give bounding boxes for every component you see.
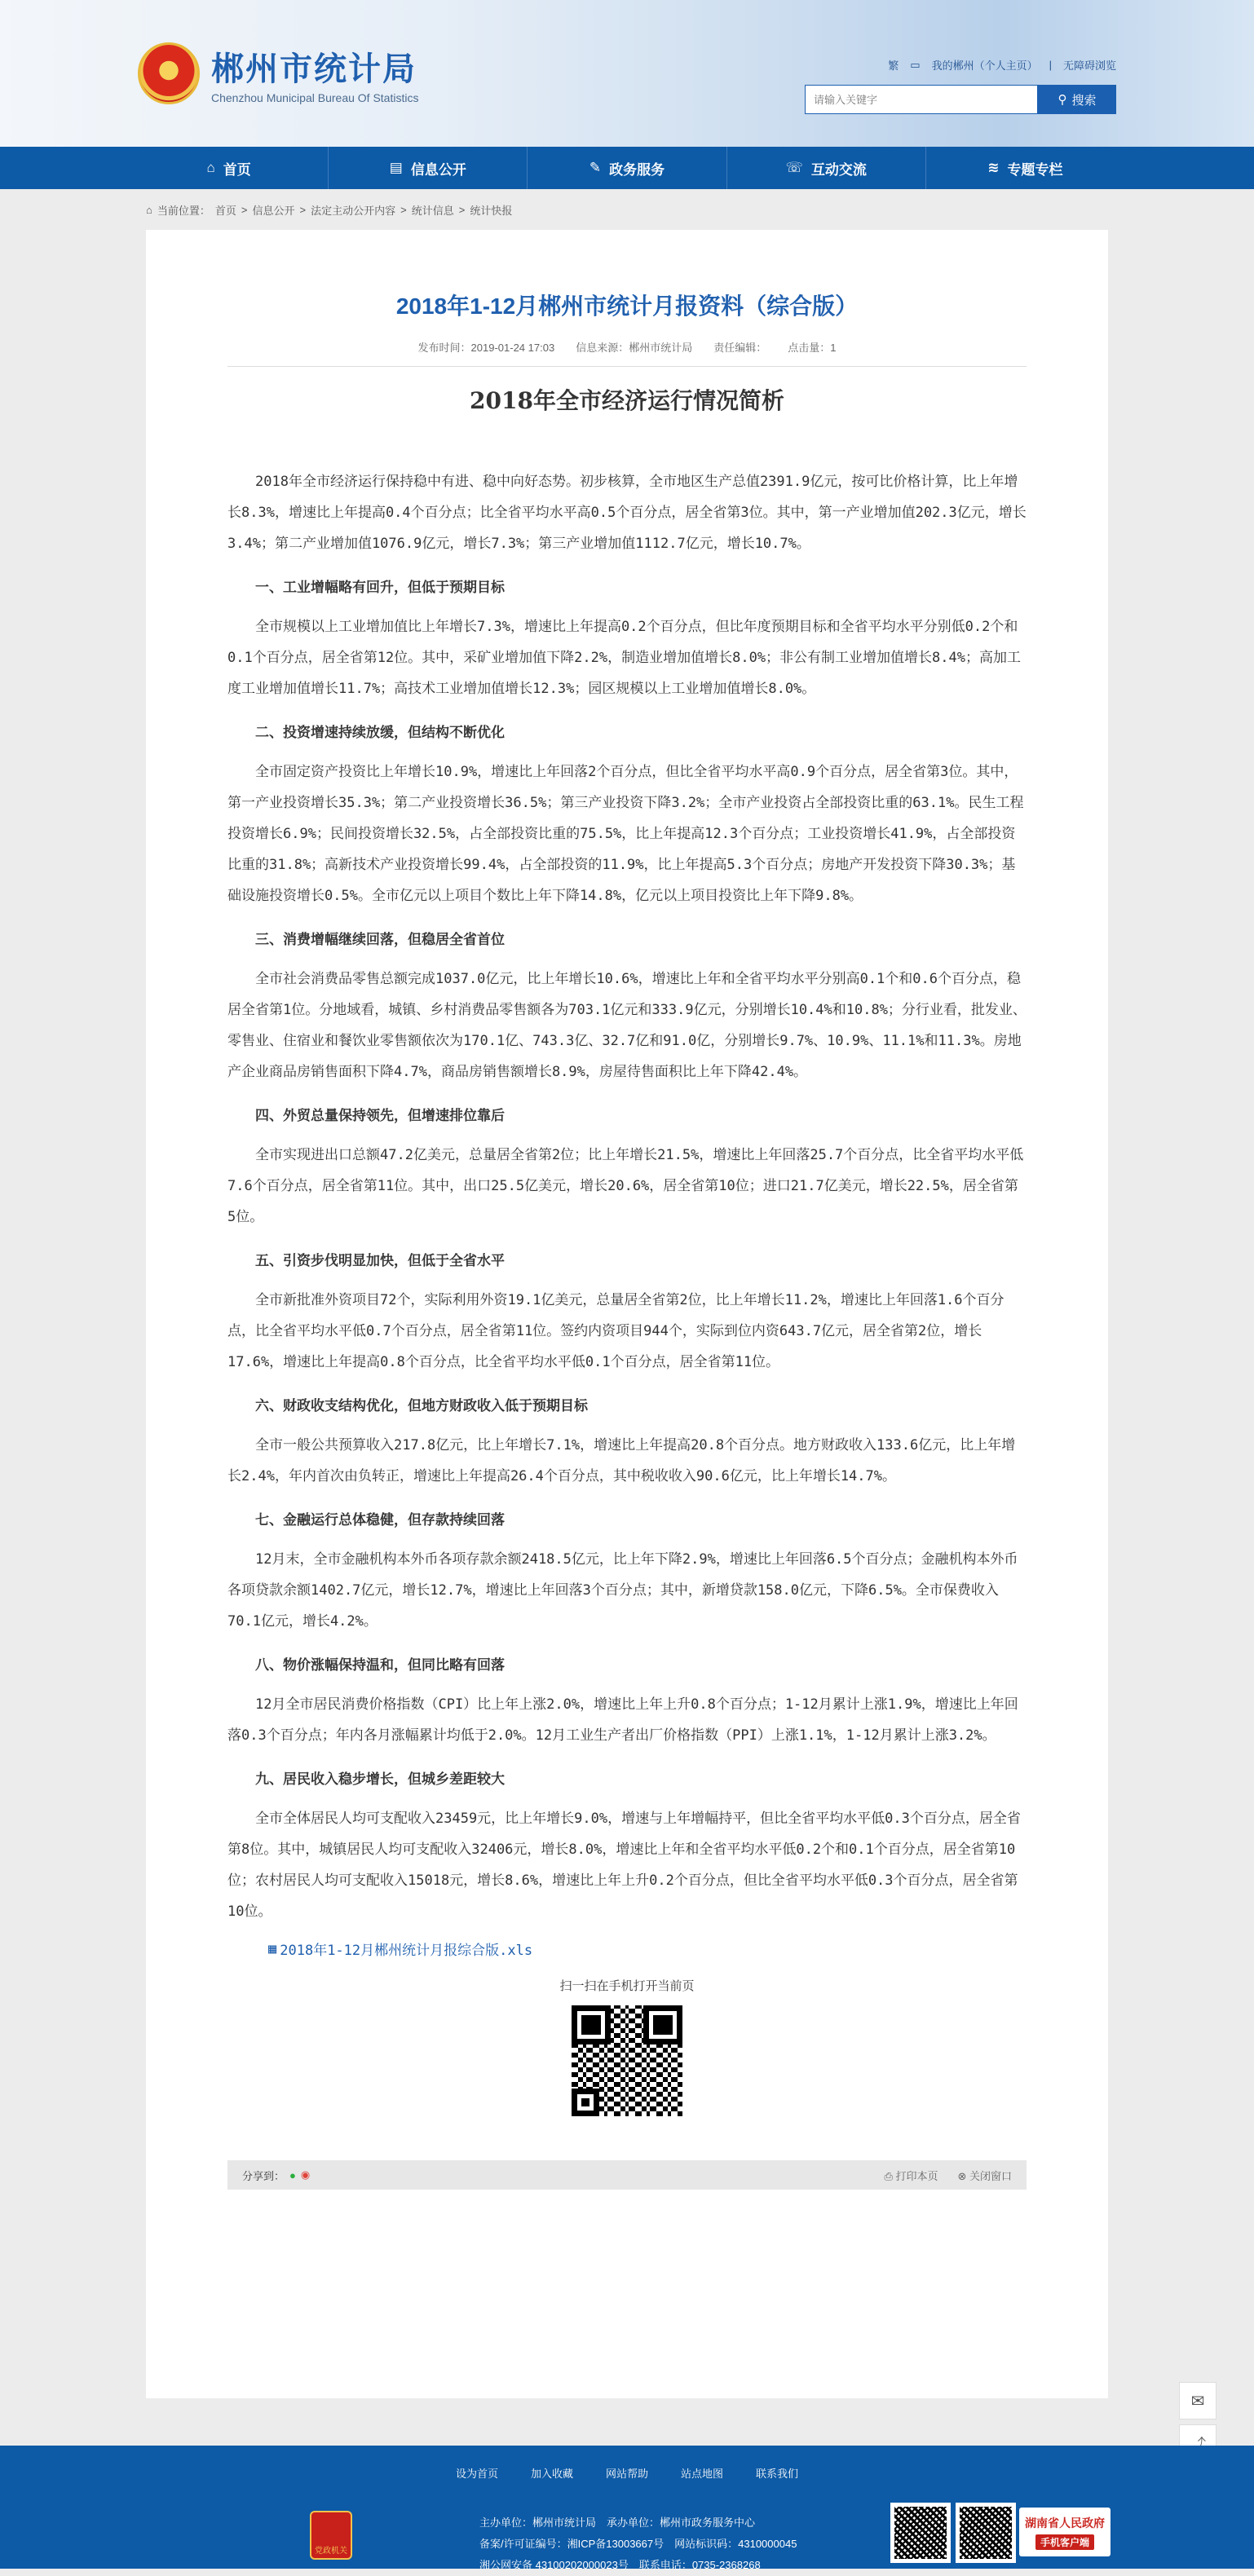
nav-item-home[interactable] (130, 147, 329, 189)
article-meta (227, 339, 1027, 367)
site-logo[interactable] (138, 42, 418, 104)
article-body (227, 466, 1027, 1927)
home-icon: ⌂ (146, 203, 152, 216)
scan-text: 扫一扫在手机打开当前页 (559, 1979, 695, 1993)
wechat-icon: ✉ (1190, 2392, 1205, 2411)
search-icon: ⚲ (1058, 93, 1067, 107)
badge-label: 党政机关 (315, 2547, 347, 2556)
footer-police-line: 湘公网安备 43100202000023号 联系电话：0735-2368268 (479, 2559, 761, 2571)
monitor-icon: ▭ (910, 58, 921, 71)
editor: 责任编辑： (713, 342, 767, 354)
section-heading: 六、财政收支结构优化，但地方财政收入低于预期目标 (255, 1398, 588, 1414)
attachment-name: 2018年1-12月郴州统计月报综合版.xls (280, 1943, 533, 1959)
section-paragraph: 12月全市居民消费价格指数（CPI）比上年上涨2.0%，增速比上年上升0.8个百分点；1-12月累计上涨1.9%，增速比上年回落0.3个百分点；年内各月涨幅累计均低于2.0%。12月工业生产者出厂价格指数（PPI）上涨1.1%，1-12月累计上涨3.2%。 (227, 1696, 1018, 1744)
wechat-float-button[interactable] (1179, 2382, 1216, 2419)
nav-label: 政务服务 (609, 161, 665, 178)
spreadsheet-file-icon: ▦ (268, 1940, 277, 1957)
footer-link-sitemap[interactable]: 站点地图 (681, 2468, 724, 2480)
prov-badge-title: 湖南省人民政府 (1025, 2516, 1105, 2530)
attachment-link[interactable] (227, 1939, 1027, 1959)
section-paragraph: 12月末，全市金融机构本外币各项存款余额2418.5亿元，比上年下降2.9%，增速比上年回落6.5个百分点；金融机构本外币各项贷款余额1402.7亿元，增长12.7%，增速比上年回落3个百分点；其中，新增贷款158.0亿元，下降6.5%。全市保费收入70.1亿元，增长4.2%。 (227, 1551, 1018, 1630)
section-heading: 八、物价涨幅保持温和，但同比略有回落 (255, 1657, 505, 1674)
qr-code-image (572, 2005, 682, 2116)
section-paragraph: 全市一般公共预算收入217.8亿元，比上年增长7.1%，增速比上年提高20.8个百分点。地方财政收入133.6亿元，比上年增长2.4%，年内首次由负转正，增速比上年提高26.4个百分点，其中税收收入90.6亿元，比上年增长14.7%。 (227, 1437, 1016, 1484)
nav-item-info[interactable] (329, 147, 528, 189)
breadcrumb-prefix: 当前位置： (157, 204, 210, 217)
section-paragraph: 全市全体居民人均可支配收入23459元，比上年增长9.0%，增速与上年增幅持平，但比全省平均水平低0.3个百分点，居全省第8位。其中，城镇居民人均可支配收入32406元，增长8.0%，增速比上年和全省平均水平低0.2个和0.1个百分点，居全省第10位；农村居民人均可支配收入15018元，增长8.6%，增速比上年上升0.2个百分点，但比全省平均水平低0.3个百分点，居全省第10位。 (227, 1811, 1021, 1920)
intro-paragraph: 2018年全市经济运行保持稳中有进、稳中向好态势。初步核算，全市地区生产总值2391.9亿元，按可比价格计算，比上年增长8.3%，增速比上年提高0.4个百分点；比全省平均水平高0.5个百分点，居全省第3位。其中，第一产业增加值202.3亿元，增长3.4%；第二产业增加值1076.9亿元，增长7.3%；第三产业增加值1112.7亿元，增长10.7%。 (227, 474, 1027, 552)
site-footer (0, 2446, 1254, 2569)
info-source: 信息来源：郴州市统计局 (576, 342, 693, 354)
nav-item-services[interactable] (528, 147, 726, 189)
prov-badge-subtitle: 手机客户端 (1035, 2534, 1094, 2550)
search-button-label: 搜索 (1071, 93, 1097, 108)
site-header (0, 0, 1254, 147)
footer-link-homepage[interactable]: 设为首页 (455, 2468, 498, 2480)
search-button[interactable] (1038, 85, 1116, 114)
my-chenzhou-link[interactable]: 我的郴州（个人主页） (931, 60, 1038, 72)
footer-link-contact[interactable]: 联系我们 (756, 2468, 799, 2480)
nav-label: 信息公开 (410, 161, 466, 178)
footer-link-favorite[interactable]: 加入收藏 (530, 2468, 573, 2480)
section-paragraph: 全市规模以上工业增加值比上年增长7.3%，增速比上年提高0.2个百分点，但比年度预期目标和全省平均水平分别低0.2个和0.1个百分点，居全省第12位。其中，采矿业增加值下降2.2%，制造业增加值增长8.0%；非公有制工业增加值增长8.4%；高加工度工业增加值增长11.7%；高技术工业增加值增长12.3%；园区规模以上工业增加值增长8.0%。 (227, 619, 1021, 697)
close-window-button[interactable] (957, 2168, 1012, 2183)
print-button[interactable] (884, 2168, 938, 2183)
footer-icp-line: 备案/许可证编号：湘ICP备13003667号 网站标识码：4310000045 (479, 2538, 797, 2550)
search-input[interactable] (805, 85, 1038, 114)
traditional-chinese-link[interactable]: 繁 (888, 60, 899, 72)
accessibility-link[interactable]: 无障碍浏览 (1062, 60, 1116, 72)
section-heading: 一、工业增幅略有回升，但低于预期目标 (255, 580, 505, 596)
weibo-share-icon[interactable]: ◉ (300, 2168, 311, 2181)
breadcrumb-separator: > (458, 203, 466, 216)
footer-host-line: 主办单位：郴州市统计局 承办单位：郴州市政务服务中心 (479, 2516, 756, 2529)
search-box (805, 85, 1116, 114)
article-title: 2018年1-12月郴州市统计月报资料（综合版） (395, 293, 859, 319)
top-links (888, 57, 1116, 73)
breadcrumb-item[interactable]: 首页 (214, 204, 236, 217)
footer-qr-code-2 (956, 2503, 1016, 2563)
view-count: 点击量：1 (788, 342, 837, 354)
section-paragraph: 全市社会消费品零售总额完成1037.0亿元，比上年增长10.6%，增速比上年和全省平均水平分别高0.1个和0.6个百分点，稳居全省第1位。分地域看，城镇、乡村消费品零售额各为703.1亿元和333.9亿元，分别增长10.4%和10.8%；分行业看，批发业、零售业、住宿业和餐饮业零售额依次为170.1亿、743.3亿、32.7亿和91.0亿，分别增长9.7%、10.9%、11.1%和11.3%。房地产企业商品房销售面积下降4.7%，商品房销售额增长8.9%，房屋待售面积比上年下降42.4%。 (227, 971, 1027, 1080)
section-heading: 七、金融运行总体稳健，但存款持续回落 (255, 1512, 505, 1528)
printer-icon: ⎙ (884, 2169, 896, 2182)
nav-item-topics[interactable] (926, 147, 1124, 189)
home-icon: ⌂ (206, 160, 215, 175)
nav-item-interact[interactable] (727, 147, 926, 189)
breadcrumb-item[interactable]: 统计信息 (411, 204, 454, 217)
wechat-share-icon[interactable]: ● (289, 2168, 296, 2181)
breadcrumb-item[interactable]: 信息公开 (252, 204, 295, 217)
footer-link-help[interactable]: 网站帮助 (605, 2468, 648, 2480)
breadcrumb-separator: > (299, 203, 307, 216)
site-title-cn: 郴州市统计局 (211, 50, 417, 88)
breadcrumb-item[interactable]: 统计快报 (470, 204, 513, 217)
footer-qr-code-1 (890, 2503, 951, 2563)
section-heading: 二、投资增速持续放缓，但结构不断优化 (255, 725, 505, 741)
nav-label: 互动交流 (810, 161, 867, 178)
print-label: 打印本页 (895, 2169, 938, 2182)
article-container (146, 230, 1108, 2398)
section-paragraph: 全市固定资产投资比上年增长10.9%，增速比上年回落2个百分点，但比全省平均水平高0.9个百分点，居全省第3位。其中，第一产业投资增长35.3%；第二产业投资增长36.5%；第三产业投资下降3.2%；全市产业投资占全部投资比重的63.1%。民生工程投资增长6.9%；民间投资增长32.5%，占全部投资比重的75.5%，比上年提高12.3个百分点；工业投资增长41.9%，占全部投资比重的31.8%；高新技术产业投资增长99.4%，占全部投资的11.9%，比上年提高5.3个百分点；房地产开发投资下降30.3%；基础设施投资增长0.5%。全市亿元以上项目个数比上年下降14.8%，亿元以上项目投资比上年下降9.8%。 (227, 764, 1024, 904)
site-title-en: Chenzhou Municipal Bureau Of Statistics (211, 90, 419, 104)
breadcrumb-separator: > (241, 203, 248, 216)
footer-info (479, 2512, 797, 2576)
hunan-gov-app-badge[interactable] (1019, 2508, 1110, 2556)
section-paragraph: 全市新批准外资项目72个，实际利用外资19.1亿美元，总量居全省第2位，比上年增长11.2%，增速比上年回落1.6个百分点，比全省平均水平低0.7个百分点，居全省第11位。签约内资项目944个，实际到位内资643.7亿元，居全省第2位，增长17.6%，增速比上年提高0.8个百分点，比全省平均水平低0.1个百分点，居全省第11位。 (227, 1292, 1005, 1370)
nav-label: 专题专栏 (1007, 161, 1063, 178)
close-icon: ⊗ (957, 2169, 969, 2182)
footer-links (0, 2446, 1254, 2481)
breadcrumb-item[interactable]: 法定主动公开内容 (311, 204, 396, 217)
section-heading: 九、居民收入稳步增长，但城乡差距较大 (255, 1771, 505, 1788)
nav-label: 首页 (223, 161, 251, 178)
section-paragraph: 全市实现进出口总额47.2亿美元，总量居全省第2位；比上年增长21.5%，增速比上年回落25.7个百分点，比全省平均水平低7.6个百分点，居全省第11位。其中，出口25.5亿美元，增长20.6%，居全省第10位；进口21.7亿美元，增长22.5%，居全省第5位。 (227, 1147, 1024, 1225)
article-subtitle: 2018年全市经济运行情况简析 (470, 387, 784, 414)
edit-icon: ✎ (589, 160, 602, 175)
main-nav (0, 147, 1254, 189)
section-heading: 五、引资步伐明显加快，但低于全省水平 (255, 1253, 505, 1269)
national-emblem-icon (138, 42, 200, 104)
section-heading: 四、外贸总量保持领先，但增速排位靠后 (255, 1108, 505, 1124)
close-label: 关闭窗口 (969, 2169, 1012, 2182)
share-bar (227, 2160, 1027, 2190)
share-label: 分享到： (242, 2169, 285, 2182)
layers-icon: ≋ (987, 160, 1000, 175)
divider: | (1049, 59, 1052, 71)
gov-org-badge[interactable] (310, 2511, 352, 2560)
breadcrumb-separator: > (400, 203, 407, 216)
chat-icon: ☏ (785, 160, 803, 175)
breadcrumb (146, 189, 1108, 230)
publish-time: 发布时间：2019-01-24 17:03 (417, 342, 555, 354)
section-heading: 三、消费增幅继续回落，但稳居全省首位 (255, 932, 505, 948)
info-icon: ▤ (389, 160, 403, 175)
